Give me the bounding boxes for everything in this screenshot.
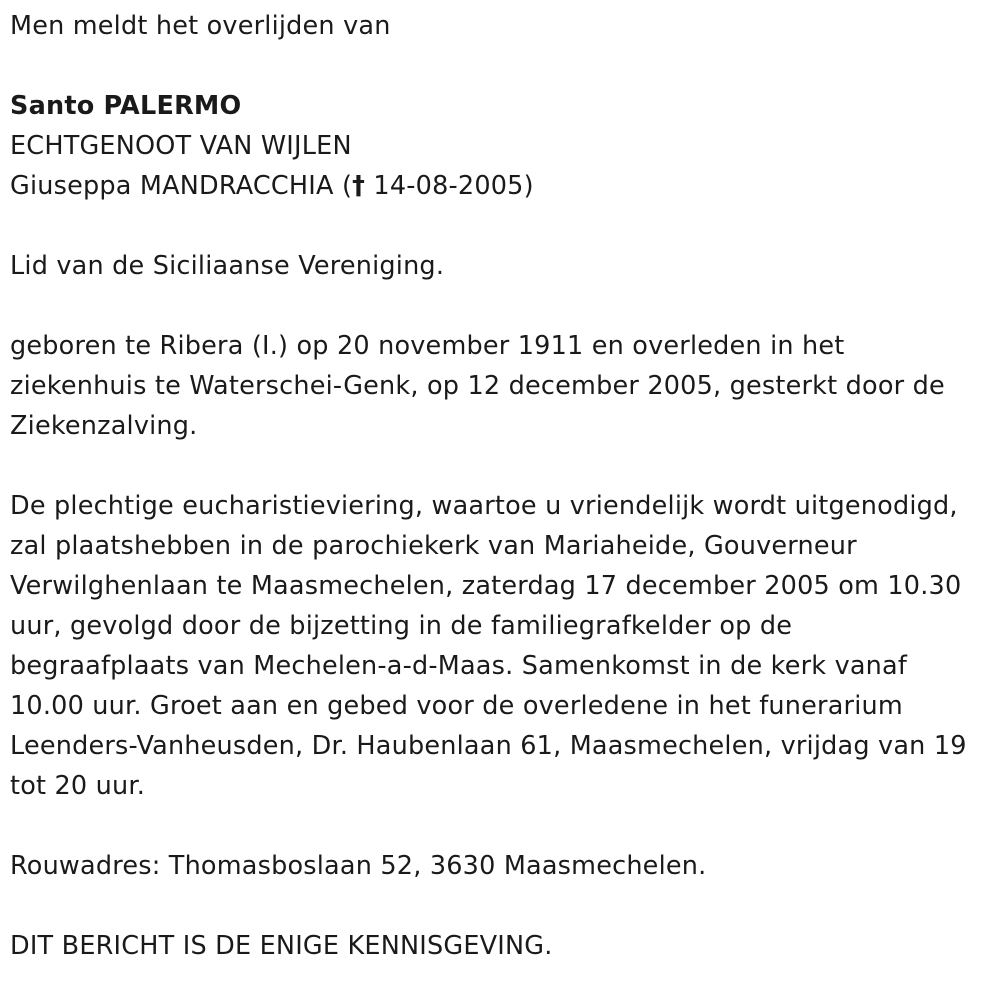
closing-statement: DIT BERICHT IS DE ENIGE KENNISGEVING. — [10, 931, 553, 961]
mourning-address: Rouwadres: Thomasboslaan 52, 3630 Maasmechelen. — [10, 851, 707, 881]
paragraph-line: Ziekenzalving. — [10, 411, 198, 441]
paragraph-line: geboren te Ribera (I.) op 20 november 1911 en overleden in het — [10, 331, 845, 361]
birth-death-paragraph — [10, 326, 995, 446]
deceased-name: Santo PALERMO — [10, 91, 242, 121]
membership-text: Lid van de Siciliaanse Vereniging. — [10, 251, 445, 281]
intro-text: Men meldt het overlijden van — [10, 11, 391, 41]
death-prefix: ( — [341, 171, 353, 201]
spouse-line — [10, 166, 995, 206]
paragraph-line: begraafplaats van Mechelen-a-d-Maas. Samenkomst in de kerk vanaf — [10, 651, 908, 681]
cross-icon: † — [352, 171, 366, 201]
death-notice — [10, 0, 995, 966]
spouse-death-date: 14-08-2005) — [365, 171, 534, 201]
paragraph-line: Verwilghenlaan te Maasmechelen, zaterdag 17 december 2005 om 10.30 — [10, 571, 962, 601]
relation-text: ECHTGENOOT VAN WIJLEN — [10, 131, 352, 161]
paragraph-line: 10.00 uur. Groet aan en gebed voor de overledene in het funerarium — [10, 691, 903, 721]
paragraph-line: De plechtige eucharistieviering, waartoe u vriendelijk wordt uitgenodigd, — [10, 491, 958, 521]
paragraph-line: Leenders-Vanheusden, Dr. Haubenlaan 61, Maasmechelen, vrijdag van 19 — [10, 731, 967, 761]
paragraph-line: ziekenhuis te Waterschei-Genk, op 12 december 2005, gesterkt door de — [10, 371, 945, 401]
paragraph-line: uur, gevolgd door de bijzetting in de familiegrafkelder op de — [10, 611, 793, 641]
paragraph-line: tot 20 uur. — [10, 771, 146, 801]
ceremony-paragraph — [10, 486, 995, 806]
paragraph-line: zal plaatshebben in de parochiekerk van Mariaheide, Gouverneur — [10, 531, 857, 561]
spouse-name: Giuseppa MANDRACCHIA — [10, 171, 334, 201]
